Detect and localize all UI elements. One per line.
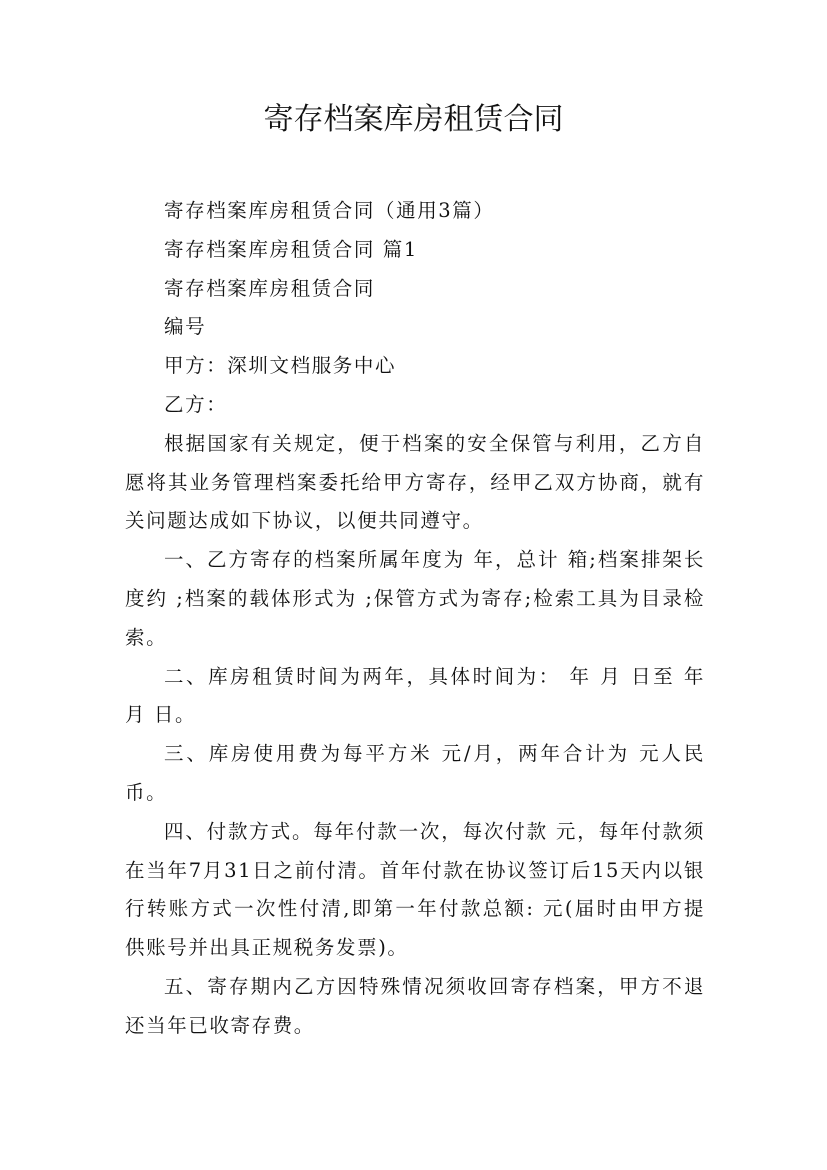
paragraph-heading-part1: 寄存档案库房租赁合同 篇1 — [164, 237, 418, 261]
document-title: 寄存档案库房租赁合同 — [263, 102, 564, 137]
document-body — [125, 192, 705, 1046]
paragraph-number-label: 编号 — [164, 315, 207, 339]
paragraph-clause-5: 五、寄存期内乙方因特殊情况须收回寄存档案，甲方不退还当年已收寄存费。 — [125, 974, 705, 1037]
paragraph-preamble: 根据国家有关规定，便于档案的安全保管与利用，乙方自愿将其业务管理档案委托给甲方寄存，经甲乙双方协商，就有关问题达成如下协议，以便共同遵守。 — [125, 431, 705, 533]
paragraph-clause-2: 二、库房租赁时间为两年，具体时间为： 年 月 日至 年 月 日。 — [125, 664, 705, 727]
paragraph-clause-1: 一、乙方寄存的档案所属年度为 年，总计 箱;档案排架长度约 ;档案的载体形式为 ;保管方式为寄存;检索工具为目录检索。 — [125, 548, 705, 649]
paragraph-clause-3: 三、库房使用费为每平方米 元/月，两年合计为 元人民币。 — [125, 742, 705, 804]
paragraph-clause-4: 四、付款方式。每年付款一次，每次付款 元，每年付款须在当年7月31日之前付清。首年付款在协议签订后15天内以银行转账方式一次性付清,即第一年付款总额: 元(届时由甲方提供账号并出具正规税务发票)。 — [125, 819, 705, 960]
paragraph-party-b: 乙方： — [164, 392, 228, 416]
paragraph-party-a: 甲方：深圳文档服务中心 — [164, 354, 397, 378]
paragraph-heading-collection: 寄存档案库房租赁合同（通用3篇） — [164, 199, 495, 222]
paragraph-contract-name: 寄存档案库房租赁合同 — [164, 276, 376, 300]
